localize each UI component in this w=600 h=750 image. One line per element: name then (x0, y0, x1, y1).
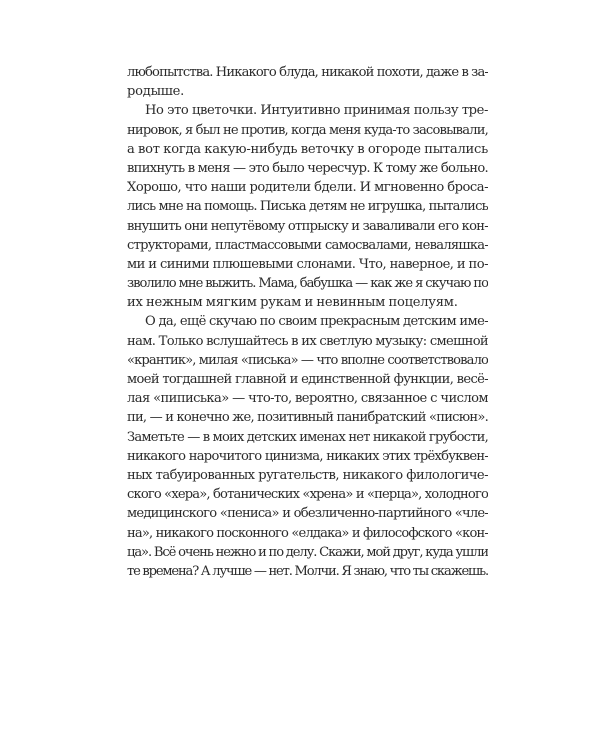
text-line: лись мне на помощь. Писька детям не игрушка, пытались (127, 199, 488, 215)
text-line: нам. Только вслушайтесь в их светлую музыку: смешной (127, 333, 488, 349)
text-line: О да, ещё скучаю по своим прекрасным детским име- (145, 314, 488, 330)
text-line: ных табуированных ругательств, никакого филологиче- (127, 467, 488, 483)
text-line: Хорошо, что наши родители бдели. И мгновенно броса- (127, 180, 488, 196)
text-line: их нежным мягким рукам и невинным поцелуям. (127, 295, 458, 311)
text-line: а вот когда какую-нибудь веточку в огороде пытались (127, 141, 488, 157)
text-line: ми и синими плюшевыми слонами. Что, наверное, и по- (127, 256, 488, 272)
text-line: лая «пиписька» — что-то, вероятно, связанное с числом (127, 391, 488, 407)
text-line: родыше. (127, 84, 185, 100)
page-body-text (127, 63, 488, 581)
text-line: «крантик», милая «писька» — что вполне соответствовало (127, 352, 488, 368)
text-line: Но это цветочки. Интуитивно принимая пользу тре- (145, 103, 488, 119)
text-line: моей тогдашней главной и единственной функции, весё- (127, 372, 488, 387)
text-line: те времена? А лучше — нет. Молчи. Я знаю, что ты скажешь. (127, 563, 488, 579)
text-line: пи, — и конечно же, позитивный панибратский «писюн». (127, 410, 488, 426)
text-line: нировок, я был не против, когда меня куда-то засовывали, (127, 122, 488, 138)
text-line: медицинского «пениса» и обезличенно-партийного «чле- (127, 506, 488, 522)
text-line: впихнуть в меня — это было чересчур. К тому же больно. (127, 160, 488, 176)
text-line: структорами, пластмассовыми самосвалами, неваляшка- (127, 237, 488, 253)
text-line: на», никакого посконного «елдака» и философского «кон- (127, 525, 488, 541)
text-line: любопытства. Никакого блуда, никакой похоти, даже в за- (127, 65, 488, 80)
text-line: никакого нарочитого цинизма, никаких этих трёхбуквен- (127, 448, 488, 464)
text-line: Заметьте — в моих детских именах нет никакой грубости, (127, 429, 488, 445)
text-line: внушить они непутёвому отпрыску и заваливали его кон- (127, 218, 488, 234)
text-line: ца». Всё очень нежно и по делу. Скажи, мой друг, куда ушли (127, 544, 488, 560)
text-line: ского «хера», ботанических «хрена» и «перца», холодного (127, 487, 488, 503)
text-line: зволило мне выжить. Мама, бабушка — как же я скучаю по (127, 276, 488, 292)
